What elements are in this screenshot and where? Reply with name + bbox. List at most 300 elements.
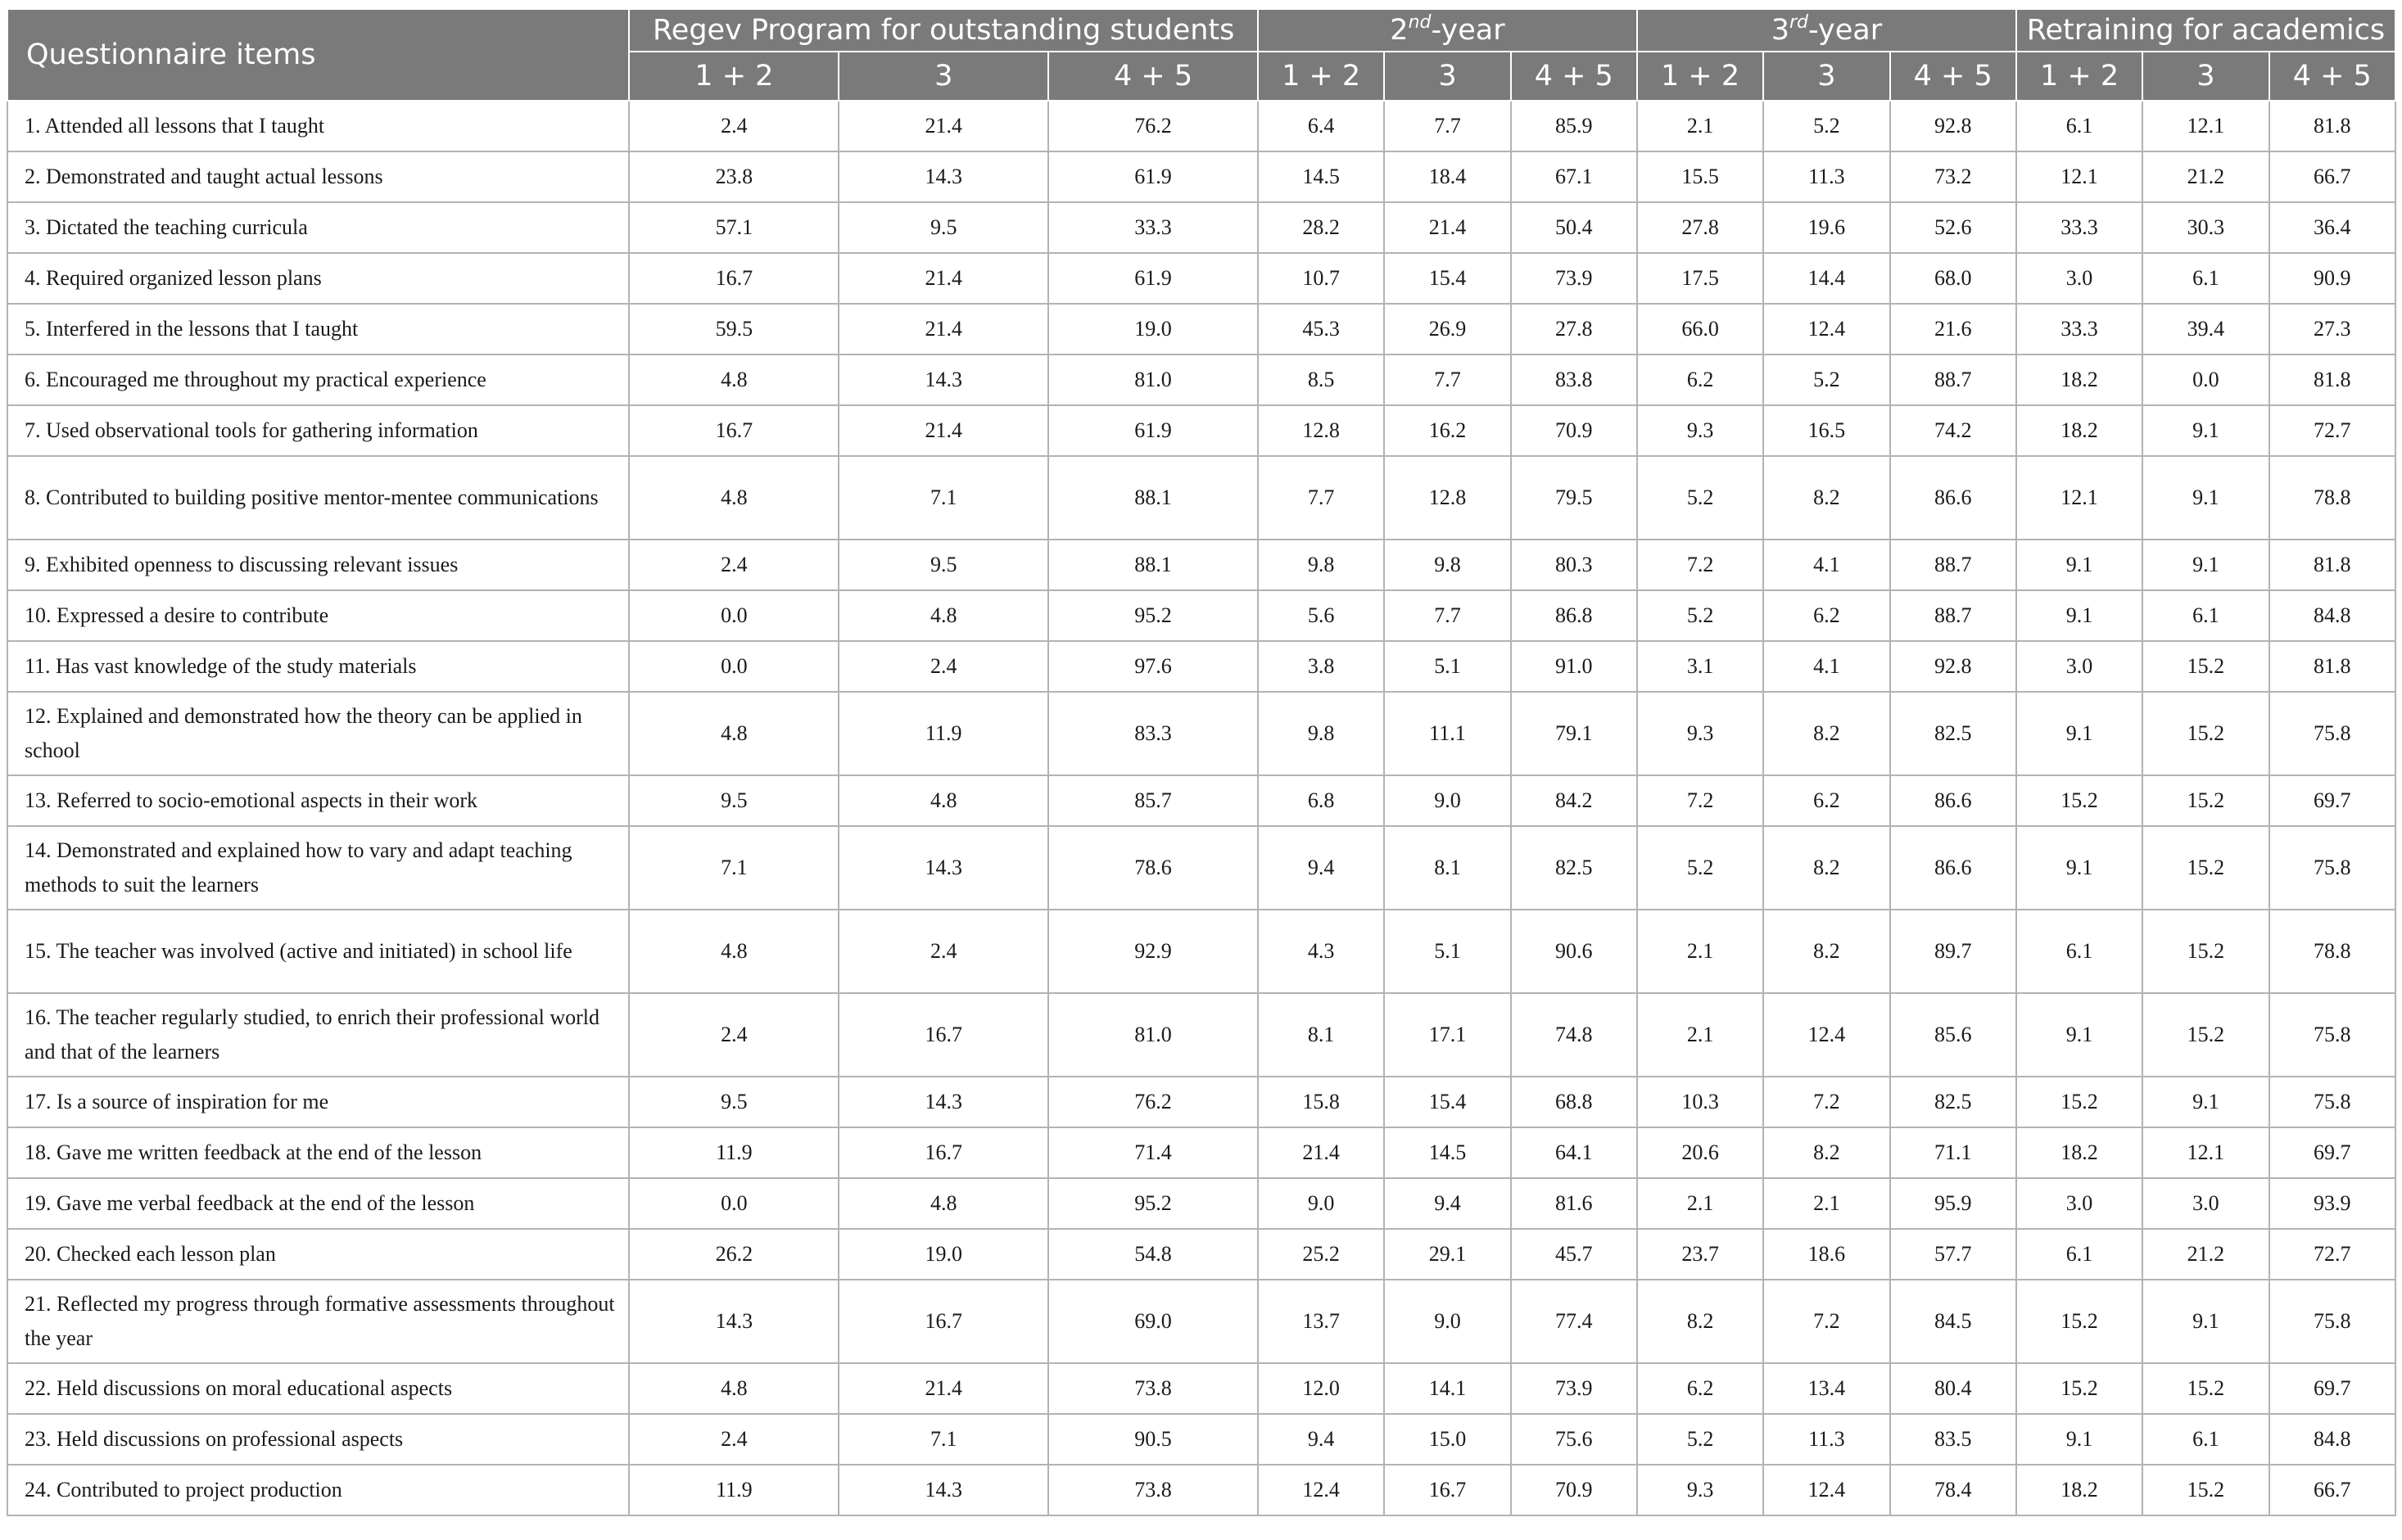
value-cell: 18.2 bbox=[2016, 405, 2142, 456]
score-column-header: 1 + 2 bbox=[629, 52, 839, 101]
group-header-row bbox=[7, 9, 2395, 52]
value-cell: 4.8 bbox=[629, 456, 839, 540]
table-row bbox=[7, 355, 2395, 405]
value-cell: 20.6 bbox=[1637, 1127, 1763, 1178]
value-cell: 21.2 bbox=[2142, 1229, 2269, 1280]
table-row bbox=[7, 101, 2395, 151]
table-row bbox=[7, 1229, 2395, 1280]
value-cell: 72.7 bbox=[2269, 1229, 2396, 1280]
table-row bbox=[7, 910, 2395, 993]
value-cell: 15.0 bbox=[1384, 1414, 1510, 1465]
value-cell: 7.2 bbox=[1637, 540, 1763, 590]
value-cell: 16.7 bbox=[839, 993, 1048, 1077]
value-cell: 19.0 bbox=[839, 1229, 1048, 1280]
value-cell: 21.4 bbox=[839, 304, 1048, 355]
value-cell: 82.5 bbox=[1511, 826, 1637, 910]
value-cell: 7.7 bbox=[1384, 590, 1510, 641]
score-column-header: 3 bbox=[2142, 52, 2269, 101]
value-cell: 15.2 bbox=[2142, 775, 2269, 826]
value-cell: 18.6 bbox=[1763, 1229, 1889, 1280]
value-cell: 21.4 bbox=[839, 101, 1048, 151]
table-container bbox=[7, 8, 2396, 1516]
value-cell: 4.8 bbox=[839, 1178, 1048, 1229]
value-cell: 57.7 bbox=[1890, 1229, 2016, 1280]
value-cell: 88.7 bbox=[1890, 355, 2016, 405]
value-cell: 79.5 bbox=[1511, 456, 1637, 540]
value-cell: 11.3 bbox=[1763, 151, 1889, 202]
value-cell: 17.5 bbox=[1637, 253, 1763, 304]
value-cell: 91.0 bbox=[1511, 641, 1637, 692]
value-cell: 8.5 bbox=[1258, 355, 1384, 405]
value-cell: 2.4 bbox=[839, 910, 1048, 993]
value-cell: 15.4 bbox=[1384, 253, 1510, 304]
item-cell: 15. The teacher was involved (active and initiated) in school life bbox=[7, 910, 629, 993]
value-cell: 61.9 bbox=[1048, 253, 1258, 304]
value-cell: 16.7 bbox=[629, 405, 839, 456]
value-cell: 8.2 bbox=[1763, 910, 1889, 993]
value-cell: 3.0 bbox=[2016, 253, 2142, 304]
group-header-retraining bbox=[2016, 9, 2395, 52]
value-cell: 81.8 bbox=[2269, 355, 2396, 405]
value-cell: 21.4 bbox=[839, 253, 1048, 304]
value-cell: 21.4 bbox=[1258, 1127, 1384, 1178]
value-cell: 12.8 bbox=[1384, 456, 1510, 540]
value-cell: 82.5 bbox=[1890, 692, 2016, 775]
group-label: Retraining for academics bbox=[2026, 14, 2386, 47]
value-cell: 73.8 bbox=[1048, 1465, 1258, 1515]
value-cell: 2.4 bbox=[629, 540, 839, 590]
value-cell: 64.1 bbox=[1511, 1127, 1637, 1178]
value-cell: 7.7 bbox=[1384, 101, 1510, 151]
value-cell: 3.0 bbox=[2142, 1178, 2269, 1229]
value-cell: 9.5 bbox=[839, 202, 1048, 253]
item-cell: 17. Is a source of inspiration for me bbox=[7, 1077, 629, 1127]
value-cell: 90.5 bbox=[1048, 1414, 1258, 1465]
value-cell: 4.1 bbox=[1763, 641, 1889, 692]
item-cell: 16. The teacher regularly studied, to enrich their professional world and that of the learners bbox=[7, 993, 629, 1077]
value-cell: 9.0 bbox=[1384, 1280, 1510, 1363]
score-column-header: 1 + 2 bbox=[2016, 52, 2142, 101]
value-cell: 92.8 bbox=[1890, 641, 2016, 692]
value-cell: 81.8 bbox=[2269, 101, 2396, 151]
value-cell: 66.7 bbox=[2269, 1465, 2396, 1515]
value-cell: 86.6 bbox=[1890, 456, 2016, 540]
value-cell: 19.6 bbox=[1763, 202, 1889, 253]
value-cell: 9.1 bbox=[2142, 456, 2269, 540]
table-body bbox=[7, 101, 2395, 1515]
group-label-suffix: -year bbox=[1431, 14, 1505, 47]
value-cell: 6.1 bbox=[2142, 1414, 2269, 1465]
value-cell: 16.2 bbox=[1384, 405, 1510, 456]
item-cell: 7. Used observational tools for gathering information bbox=[7, 405, 629, 456]
value-cell: 81.6 bbox=[1511, 1178, 1637, 1229]
value-cell: 0.0 bbox=[629, 1178, 839, 1229]
item-cell: 6. Encouraged me throughout my practical experience bbox=[7, 355, 629, 405]
value-cell: 6.2 bbox=[1637, 355, 1763, 405]
item-cell: 8. Contributed to building positive mentor-mentee communications bbox=[7, 456, 629, 540]
value-cell: 14.3 bbox=[839, 355, 1048, 405]
item-cell: 14. Demonstrated and explained how to vary and adapt teaching methods to suit the learners bbox=[7, 826, 629, 910]
value-cell: 33.3 bbox=[2016, 304, 2142, 355]
value-cell: 76.2 bbox=[1048, 101, 1258, 151]
value-cell: 9.3 bbox=[1637, 692, 1763, 775]
value-cell: 73.9 bbox=[1511, 253, 1637, 304]
item-cell: 3. Dictated the teaching curricula bbox=[7, 202, 629, 253]
value-cell: 85.9 bbox=[1511, 101, 1637, 151]
value-cell: 14.3 bbox=[629, 1280, 839, 1363]
table-row bbox=[7, 692, 2395, 775]
value-cell: 2.1 bbox=[1763, 1178, 1889, 1229]
value-cell: 4.1 bbox=[1763, 540, 1889, 590]
score-column-header: 1 + 2 bbox=[1258, 52, 1384, 101]
value-cell: 95.2 bbox=[1048, 1178, 1258, 1229]
value-cell: 5.6 bbox=[1258, 590, 1384, 641]
value-cell: 15.5 bbox=[1637, 151, 1763, 202]
value-cell: 86.6 bbox=[1890, 826, 2016, 910]
value-cell: 14.4 bbox=[1763, 253, 1889, 304]
value-cell: 7.2 bbox=[1763, 1280, 1889, 1363]
value-cell: 88.1 bbox=[1048, 456, 1258, 540]
value-cell: 26.9 bbox=[1384, 304, 1510, 355]
score-column-header: 3 bbox=[1384, 52, 1510, 101]
value-cell: 75.8 bbox=[2269, 1280, 2396, 1363]
value-cell: 95.2 bbox=[1048, 590, 1258, 641]
value-cell: 78.4 bbox=[1890, 1465, 2016, 1515]
value-cell: 7.1 bbox=[629, 826, 839, 910]
table-row bbox=[7, 826, 2395, 910]
value-cell: 7.1 bbox=[839, 1414, 1048, 1465]
value-cell: 3.0 bbox=[2016, 1178, 2142, 1229]
value-cell: 18.2 bbox=[2016, 355, 2142, 405]
table-row bbox=[7, 641, 2395, 692]
value-cell: 78.8 bbox=[2269, 456, 2396, 540]
value-cell: 3.1 bbox=[1637, 641, 1763, 692]
value-cell: 81.0 bbox=[1048, 355, 1258, 405]
score-column-header: 4 + 5 bbox=[1511, 52, 1637, 101]
value-cell: 85.7 bbox=[1048, 775, 1258, 826]
table-row bbox=[7, 1465, 2395, 1515]
value-cell: 16.5 bbox=[1763, 405, 1889, 456]
item-cell: 4. Required organized lesson plans bbox=[7, 253, 629, 304]
value-cell: 57.1 bbox=[629, 202, 839, 253]
value-cell: 9.3 bbox=[1637, 1465, 1763, 1515]
value-cell: 2.4 bbox=[629, 1414, 839, 1465]
value-cell: 23.8 bbox=[629, 151, 839, 202]
group-label-ordinal: nd bbox=[1408, 12, 1432, 33]
value-cell: 2.1 bbox=[1637, 993, 1763, 1077]
value-cell: 89.7 bbox=[1890, 910, 2016, 993]
value-cell: 18.2 bbox=[2016, 1127, 2142, 1178]
value-cell: 73.8 bbox=[1048, 1363, 1258, 1414]
value-cell: 21.4 bbox=[839, 1363, 1048, 1414]
value-cell: 11.3 bbox=[1763, 1414, 1889, 1465]
item-cell: 21. Reflected my progress through formative assessments throughout the year bbox=[7, 1280, 629, 1363]
value-cell: 6.1 bbox=[2142, 253, 2269, 304]
item-cell: 19. Gave me verbal feedback at the end of the lesson bbox=[7, 1178, 629, 1229]
score-column-header: 4 + 5 bbox=[1048, 52, 1258, 101]
item-cell: 10. Expressed a desire to contribute bbox=[7, 590, 629, 641]
value-cell: 14.3 bbox=[839, 1465, 1048, 1515]
value-cell: 52.6 bbox=[1890, 202, 2016, 253]
value-cell: 9.1 bbox=[2142, 1077, 2269, 1127]
value-cell: 2.4 bbox=[629, 101, 839, 151]
value-cell: 83.8 bbox=[1511, 355, 1637, 405]
value-cell: 9.1 bbox=[2142, 1280, 2269, 1363]
score-column-header: 1 + 2 bbox=[1637, 52, 1763, 101]
item-cell: 2. Demonstrated and taught actual lessons bbox=[7, 151, 629, 202]
value-cell: 7.7 bbox=[1384, 355, 1510, 405]
value-cell: 4.8 bbox=[629, 355, 839, 405]
value-cell: 68.8 bbox=[1511, 1077, 1637, 1127]
score-column-header: 4 + 5 bbox=[1890, 52, 2016, 101]
group-label: 3 bbox=[1771, 14, 1789, 47]
value-cell: 84.2 bbox=[1511, 775, 1637, 826]
value-cell: 18.2 bbox=[2016, 1465, 2142, 1515]
value-cell: 2.4 bbox=[629, 993, 839, 1077]
value-cell: 79.1 bbox=[1511, 692, 1637, 775]
value-cell: 4.8 bbox=[629, 692, 839, 775]
value-cell: 66.7 bbox=[2269, 151, 2396, 202]
value-cell: 21.6 bbox=[1890, 304, 2016, 355]
group-label: 2 bbox=[1390, 14, 1409, 47]
value-cell: 12.4 bbox=[1763, 1465, 1889, 1515]
value-cell: 5.1 bbox=[1384, 641, 1510, 692]
value-cell: 6.2 bbox=[1763, 775, 1889, 826]
value-cell: 9.8 bbox=[1258, 540, 1384, 590]
value-cell: 6.8 bbox=[1258, 775, 1384, 826]
table-row bbox=[7, 456, 2395, 540]
item-cell: 23. Held discussions on professional aspects bbox=[7, 1414, 629, 1465]
value-cell: 9.1 bbox=[2016, 540, 2142, 590]
value-cell: 9.4 bbox=[1258, 826, 1384, 910]
value-cell: 90.9 bbox=[2269, 253, 2396, 304]
table-row bbox=[7, 253, 2395, 304]
value-cell: 69.7 bbox=[2269, 1363, 2396, 1414]
table-header bbox=[7, 9, 2395, 101]
value-cell: 9.8 bbox=[1258, 692, 1384, 775]
value-cell: 12.8 bbox=[1258, 405, 1384, 456]
value-cell: 9.5 bbox=[839, 540, 1048, 590]
value-cell: 15.2 bbox=[2142, 993, 2269, 1077]
value-cell: 16.7 bbox=[1384, 1465, 1510, 1515]
value-cell: 73.2 bbox=[1890, 151, 2016, 202]
value-cell: 9.1 bbox=[2016, 826, 2142, 910]
value-cell: 7.7 bbox=[1258, 456, 1384, 540]
value-cell: 8.2 bbox=[1763, 826, 1889, 910]
value-cell: 27.8 bbox=[1637, 202, 1763, 253]
value-cell: 71.4 bbox=[1048, 1127, 1258, 1178]
value-cell: 9.1 bbox=[2016, 1414, 2142, 1465]
value-cell: 26.2 bbox=[629, 1229, 839, 1280]
value-cell: 69.7 bbox=[2269, 1127, 2396, 1178]
value-cell: 7.1 bbox=[839, 456, 1048, 540]
value-cell: 73.9 bbox=[1511, 1363, 1637, 1414]
value-cell: 3.8 bbox=[1258, 641, 1384, 692]
value-cell: 9.0 bbox=[1258, 1178, 1384, 1229]
value-cell: 5.2 bbox=[1637, 826, 1763, 910]
table-row bbox=[7, 202, 2395, 253]
value-cell: 9.1 bbox=[2142, 405, 2269, 456]
value-cell: 6.2 bbox=[1637, 1363, 1763, 1414]
table-row bbox=[7, 540, 2395, 590]
value-cell: 27.3 bbox=[2269, 304, 2396, 355]
value-cell: 81.8 bbox=[2269, 540, 2396, 590]
item-cell: 18. Gave me written feedback at the end of the lesson bbox=[7, 1127, 629, 1178]
value-cell: 88.7 bbox=[1890, 590, 2016, 641]
value-cell: 5.2 bbox=[1763, 101, 1889, 151]
value-cell: 12.1 bbox=[2016, 151, 2142, 202]
value-cell: 15.2 bbox=[2142, 641, 2269, 692]
value-cell: 9.1 bbox=[2016, 590, 2142, 641]
value-cell: 15.2 bbox=[2142, 826, 2269, 910]
value-cell: 19.0 bbox=[1048, 304, 1258, 355]
value-cell: 4.8 bbox=[629, 910, 839, 993]
value-cell: 12.1 bbox=[2142, 1127, 2269, 1178]
value-cell: 2.1 bbox=[1637, 101, 1763, 151]
value-cell: 36.4 bbox=[2269, 202, 2396, 253]
value-cell: 61.9 bbox=[1048, 405, 1258, 456]
value-cell: 15.8 bbox=[1258, 1077, 1384, 1127]
value-cell: 86.8 bbox=[1511, 590, 1637, 641]
value-cell: 15.2 bbox=[2016, 775, 2142, 826]
value-cell: 84.8 bbox=[2269, 1414, 2396, 1465]
value-cell: 15.2 bbox=[2142, 910, 2269, 993]
value-cell: 86.6 bbox=[1890, 775, 2016, 826]
value-cell: 7.2 bbox=[1763, 1077, 1889, 1127]
value-cell: 12.4 bbox=[1763, 304, 1889, 355]
value-cell: 81.8 bbox=[2269, 641, 2396, 692]
value-cell: 12.0 bbox=[1258, 1363, 1384, 1414]
value-cell: 81.0 bbox=[1048, 993, 1258, 1077]
value-cell: 11.1 bbox=[1384, 692, 1510, 775]
value-cell: 75.8 bbox=[2269, 1077, 2396, 1127]
value-cell: 97.6 bbox=[1048, 641, 1258, 692]
value-cell: 21.2 bbox=[2142, 151, 2269, 202]
group-label-suffix: -year bbox=[1807, 14, 1883, 47]
value-cell: 11.9 bbox=[839, 692, 1048, 775]
value-cell: 12.1 bbox=[2142, 101, 2269, 151]
value-cell: 82.5 bbox=[1890, 1077, 2016, 1127]
value-cell: 88.1 bbox=[1048, 540, 1258, 590]
table-row bbox=[7, 1178, 2395, 1229]
value-cell: 4.3 bbox=[1258, 910, 1384, 993]
value-cell: 74.2 bbox=[1890, 405, 2016, 456]
table-row bbox=[7, 1127, 2395, 1178]
item-cell: 20. Checked each lesson plan bbox=[7, 1229, 629, 1280]
table-row bbox=[7, 1280, 2395, 1363]
value-cell: 2.1 bbox=[1637, 910, 1763, 993]
value-cell: 7.2 bbox=[1637, 775, 1763, 826]
value-cell: 70.9 bbox=[1511, 1465, 1637, 1515]
value-cell: 8.2 bbox=[1763, 692, 1889, 775]
value-cell: 9.1 bbox=[2142, 540, 2269, 590]
item-cell: 13. Referred to socio-emotional aspects in their work bbox=[7, 775, 629, 826]
value-cell: 8.1 bbox=[1384, 826, 1510, 910]
value-cell: 69.7 bbox=[2269, 775, 2396, 826]
value-cell: 92.9 bbox=[1048, 910, 1258, 993]
value-cell: 68.0 bbox=[1890, 253, 2016, 304]
table-row bbox=[7, 993, 2395, 1077]
value-cell: 9.1 bbox=[2016, 692, 2142, 775]
table-row bbox=[7, 151, 2395, 202]
value-cell: 28.2 bbox=[1258, 202, 1384, 253]
value-cell: 10.7 bbox=[1258, 253, 1384, 304]
value-cell: 21.4 bbox=[839, 405, 1048, 456]
value-cell: 33.3 bbox=[2016, 202, 2142, 253]
value-cell: 18.4 bbox=[1384, 151, 1510, 202]
item-cell: 22. Held discussions on moral educational aspects bbox=[7, 1363, 629, 1414]
group-header-3rd-year bbox=[1637, 9, 2016, 52]
item-cell: 12. Explained and demonstrated how the theory can be applied in school bbox=[7, 692, 629, 775]
value-cell: 10.3 bbox=[1637, 1077, 1763, 1127]
value-cell: 4.8 bbox=[839, 590, 1048, 641]
value-cell: 83.3 bbox=[1048, 692, 1258, 775]
value-cell: 14.1 bbox=[1384, 1363, 1510, 1414]
value-cell: 67.1 bbox=[1511, 151, 1637, 202]
value-cell: 15.2 bbox=[2142, 1465, 2269, 1515]
value-cell: 88.7 bbox=[1890, 540, 2016, 590]
value-cell: 11.9 bbox=[629, 1127, 839, 1178]
value-cell: 5.2 bbox=[1763, 355, 1889, 405]
value-cell: 13.7 bbox=[1258, 1280, 1384, 1363]
group-label-ordinal: rd bbox=[1789, 12, 1808, 33]
value-cell: 78.6 bbox=[1048, 826, 1258, 910]
value-cell: 4.8 bbox=[839, 775, 1048, 826]
table-row bbox=[7, 590, 2395, 641]
value-cell: 9.5 bbox=[629, 1077, 839, 1127]
value-cell: 15.2 bbox=[2142, 1363, 2269, 1414]
value-cell: 90.6 bbox=[1511, 910, 1637, 993]
table-row bbox=[7, 1363, 2395, 1414]
value-cell: 29.1 bbox=[1384, 1229, 1510, 1280]
value-cell: 15.2 bbox=[2016, 1363, 2142, 1414]
value-cell: 84.5 bbox=[1890, 1280, 2016, 1363]
item-cell: 5. Interfered in the lessons that I taught bbox=[7, 304, 629, 355]
value-cell: 75.6 bbox=[1511, 1414, 1637, 1465]
group-header-regev bbox=[629, 9, 1258, 52]
score-column-header: 4 + 5 bbox=[2269, 52, 2396, 101]
item-cell: 9. Exhibited openness to discussing relevant issues bbox=[7, 540, 629, 590]
item-cell: 24. Contributed to project production bbox=[7, 1465, 629, 1515]
value-cell: 27.8 bbox=[1511, 304, 1637, 355]
value-cell: 14.3 bbox=[839, 1077, 1048, 1127]
value-cell: 15.4 bbox=[1384, 1077, 1510, 1127]
value-cell: 92.8 bbox=[1890, 101, 2016, 151]
value-cell: 5.2 bbox=[1637, 1414, 1763, 1465]
value-cell: 66.0 bbox=[1637, 304, 1763, 355]
group-header-2nd-year bbox=[1258, 9, 1637, 52]
value-cell: 8.2 bbox=[1637, 1280, 1763, 1363]
value-cell: 0.0 bbox=[2142, 355, 2269, 405]
value-cell: 33.3 bbox=[1048, 202, 1258, 253]
value-cell: 3.0 bbox=[2016, 641, 2142, 692]
value-cell: 9.4 bbox=[1384, 1178, 1510, 1229]
item-cell: 11. Has vast knowledge of the study materials bbox=[7, 641, 629, 692]
score-column-header: 3 bbox=[839, 52, 1048, 101]
value-cell: 75.8 bbox=[2269, 692, 2396, 775]
value-cell: 14.3 bbox=[839, 826, 1048, 910]
value-cell: 4.8 bbox=[629, 1363, 839, 1414]
items-column-header: Questionnaire items bbox=[7, 9, 629, 101]
value-cell: 14.5 bbox=[1384, 1127, 1510, 1178]
value-cell: 70.9 bbox=[1511, 405, 1637, 456]
value-cell: 71.1 bbox=[1890, 1127, 2016, 1178]
value-cell: 14.3 bbox=[839, 151, 1048, 202]
value-cell: 0.0 bbox=[629, 590, 839, 641]
value-cell: 6.2 bbox=[1763, 590, 1889, 641]
table-row bbox=[7, 1414, 2395, 1465]
value-cell: 14.5 bbox=[1258, 151, 1384, 202]
